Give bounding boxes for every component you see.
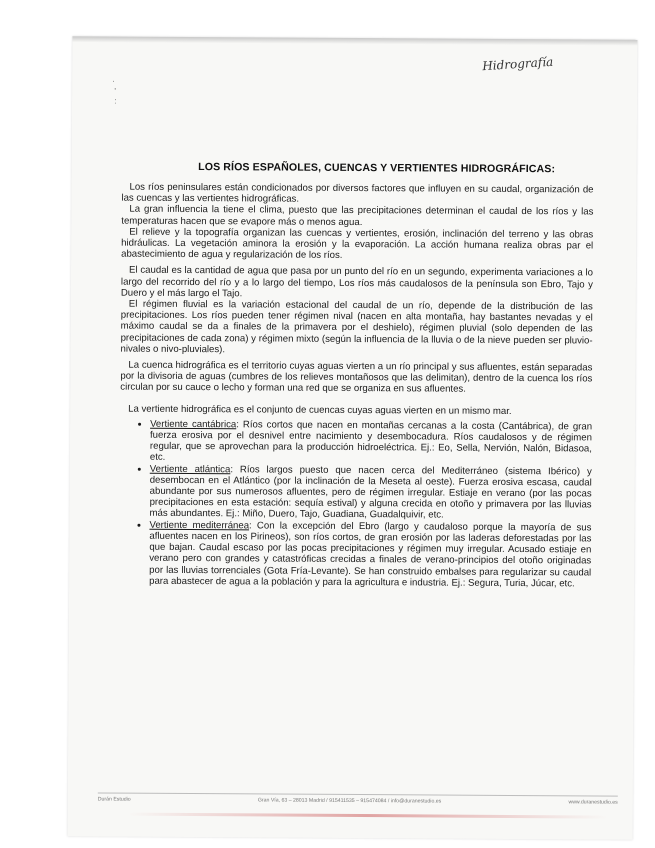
handwritten-note: Hidrografía bbox=[481, 54, 554, 74]
vertientes-list bbox=[119, 418, 592, 589]
footer-company: Durán Estudio bbox=[97, 796, 131, 803]
list-item bbox=[150, 419, 592, 467]
paragraph-caudal-1: El caudal es la cantidad de agua que pasa por un punto del río en un segundo, experimenta variaciones a lo largo del recorrido del río y a lo largo del tiempo, Los ríos más caudalosos de la península son Ebro, Tajo y Duero y el más largo el Tajo. bbox=[120, 265, 594, 300]
document-title: LOS RÍOS ESPAÑOLES, CUENCAS Y VERTIENTES HIDROGRÁFICAS: bbox=[198, 161, 556, 176]
paragraph-vertiente: La vertiente hidrográfica es el conjunto de cuencas cuyas aguas vierten en un mismo mar. bbox=[128, 403, 512, 417]
scan-color-streak bbox=[128, 813, 608, 819]
paragraph-caudal-2: El régimen fluvial es la variación estacional del caudal de un río, depende de la distribución de las precipitaciones. Los ríos pueden tener régimen nival (nacen en alta montaña, hay bastantes nevadas y el máximo caudal se da a finales de la primavera por el deshielo), régimen pluvial (solo dependen de las precipitaciones de cada zona) y régimen mixto (según la influencia de la lluvia o de la nieve pueden ser pluvio-nivales o nivo-pluviales). bbox=[120, 298, 593, 356]
vertiente-text: : Ríos largos puesto que nacen cerca del Mediterráneo (sistema Ibérico) y desembocan en el Atlántico (por la inclinación de la Meseta al oeste). Fuerza erosiva escasa, caudal abundante por sus numerosos afluentes, pero de régimen irregular. Estiaje en verano (por las pocas precipitaciones en esta estación: sequía estival) y alguna crecida en otoño y primavera por las lluvias más abundantes. Ej.: Miño, Duero, Tajo, Guadiana, Guadalquivir, etc. bbox=[149, 463, 592, 522]
vertiente-name: Vertiente cantábrica bbox=[150, 418, 237, 431]
scan-specks: · ' : bbox=[112, 76, 117, 106]
vertiente-name: Vertiente mediterránea bbox=[149, 519, 250, 532]
paragraph-intro-3: El relieve y la topografía organizan las cuencas y vertientes, erosión, inclinación del terreno y las obras hidráulicas. La vegetación aminora la erosión y la evaporación. La acción humana realiza obras par el abastecimiento de agua y regularización de los ríos. bbox=[121, 226, 594, 262]
footer-website: www.duranestudio.es bbox=[568, 799, 618, 806]
vertiente-text: : Ríos cortos que nacen en montañas cercanas a la costa (Cantábrica), de gran fuerza erosiva por el desnivel entre nacimiento y desembocadura. Ríos caudalosos y de régimen regular, que se aprovechan para la producción hidroeléctrica. Ej.: Eo, Sella, Nervión, Nalón, Bidasoa, etc. bbox=[149, 419, 593, 464]
page-shadow-edge bbox=[72, 36, 637, 45]
footer-contact: Gran Vía, 63 – 28013 Madrid / 915411535 – 915474084 / info@duranestudio.es bbox=[257, 797, 442, 805]
page-footer bbox=[98, 792, 618, 805]
list-item bbox=[149, 463, 591, 522]
list-item bbox=[149, 519, 591, 589]
vertiente-text: : Con la excepción del Ebro (largo y caudaloso porque la mayoría de sus afluentes nacen en los Pirineos), son ríos cortos, de gran erosión por las laderas deforestadas por las que bajan. Caudal escaso por las pocas precipitaciones y régimen muy irregular. Acusado estiaje en verano pero con grandes y catastróficas crecidas a finales de verano-principios del otoño originadas por las lluvias torrenciales (Gota Fría-Levante). Se han construido embalses para regularizar su caudal para abastecer de agua a la población y para la agricultura e industria. Ej.: Segura, Turia, Júcar, etc. bbox=[149, 520, 592, 590]
paragraph-intro-1: Los ríos peninsulares están condicionados por diversos factores que influyen en su caudal, organización de las cuencas y las vertientes hidrográficas. bbox=[121, 181, 594, 205]
document-body bbox=[119, 182, 593, 590]
show-through-text bbox=[108, 737, 568, 780]
vertiente-name: Vertiente atlántica bbox=[149, 463, 231, 475]
document-page bbox=[68, 36, 638, 839]
paragraph-intro-2: La gran influencia la tiene el clima, puesto que las precipitaciones determinan el caudal de los ríos y las temperaturas hacen que se evapore más o menos agua. bbox=[121, 204, 594, 228]
paragraph-cuenca: La cuenca hidrográfica es el territorio cuyas aguas vierten a un río principal y sus afluentes, están separadas por la divisoria de aguas (cumbres de los relieves montañosos que las delimitan), dentro de la cuenca los ríos circulan por su cauce o lecho y forman una red que se organiza en sus afluentes. bbox=[120, 359, 593, 396]
